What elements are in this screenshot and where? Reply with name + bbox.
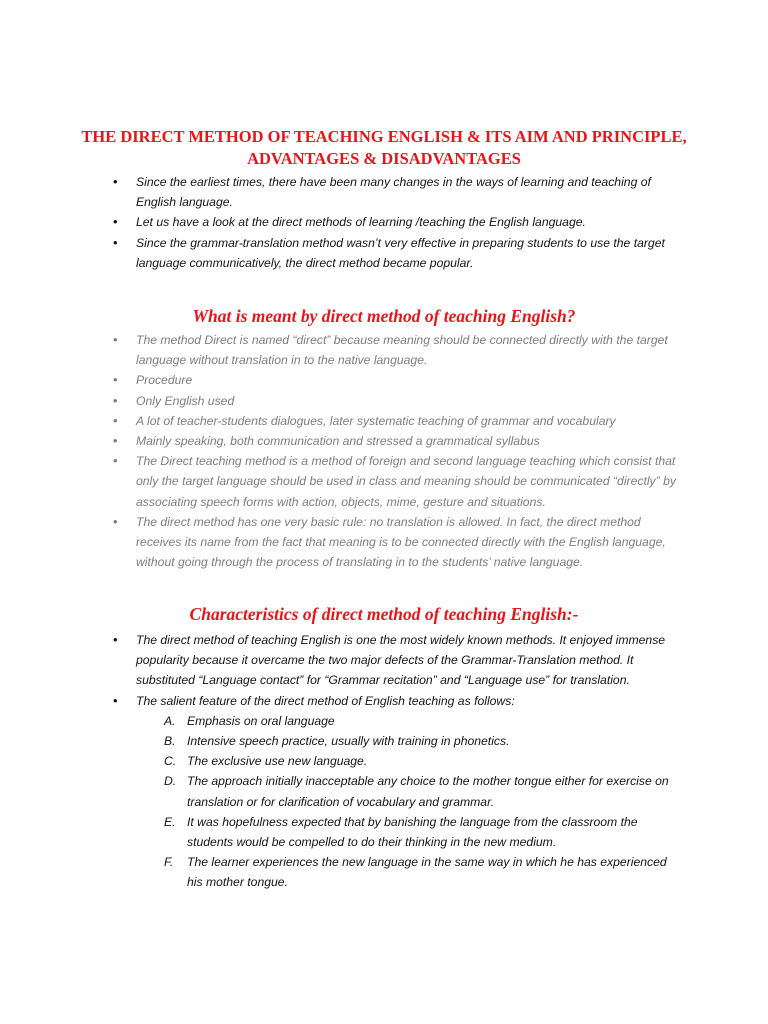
feature-text: Emphasis on oral language xyxy=(187,713,335,728)
meaning-bullet-item: • The Direct teaching method is a method of foreign and second language teaching which consist that only the target language should be used in class and meaning should be communicated “directly” by associating speech forms with action, objects, mime, gesture and situations. xyxy=(0,451,680,512)
feature-item-e xyxy=(136,812,679,852)
direct-method-meaning-list xyxy=(0,330,680,572)
feature-letter: D. xyxy=(164,774,177,789)
feature-item-c xyxy=(136,751,679,771)
meaning-bullet-item: • The direct method has one very basic rule: no translation is allowed. In fact, the direct method receives its name from the fact that meaning is to be connected directly with the English language, without going through the process of translating in to the students’ native language. xyxy=(0,512,680,573)
section-heading-characteristics: Characteristics of direct method of teaching English:- xyxy=(189,604,579,624)
intro-bullet-list xyxy=(0,172,680,273)
feature-item-a xyxy=(136,711,679,731)
feature-letter: E. xyxy=(164,814,176,829)
intro-bullet-item: • Let us have a look at the direct methods of learning /teaching the English language. xyxy=(0,212,680,232)
feature-item-f xyxy=(136,852,679,892)
characteristics-list xyxy=(0,630,680,893)
meaning-bullet-item: • Procedure xyxy=(0,370,680,390)
intro-bullet-item: • Since the earliest times, there have been many changes in the ways of learning and teaching of English language. xyxy=(0,172,680,212)
feature-text: Intensive speech practice, usually with training in phonetics. xyxy=(187,734,510,749)
salient-features-intro: The salient feature of the direct method of English teaching as follows: xyxy=(136,693,515,708)
feature-text: The learner experiences the new language in the same way in which he has experienced his mother tongue. xyxy=(187,855,667,890)
characteristics-bullet-item: • The direct method of teaching English is one the most widely known methods. It enjoyed immense popularity because it overcame the two major defects of the Grammar-Translation method. It substituted “Language contact” for “Grammar recitation” and “Language use” for translation. xyxy=(0,630,680,691)
feature-letter: C. xyxy=(164,754,177,769)
feature-text: It was hopefulness expected that by banishing the language from the classroom the students would be compelled to do their thinking in the new medium. xyxy=(187,814,638,850)
document-title-line-2: ADVANTAGES & DISADVANTAGES xyxy=(247,149,521,168)
meaning-bullet-item: • Only English used xyxy=(0,391,680,411)
feature-letter: B. xyxy=(164,734,176,749)
feature-item-d xyxy=(136,771,679,811)
feature-letter: F. xyxy=(164,855,174,870)
characteristics-bullet-item xyxy=(0,691,680,893)
feature-item-b xyxy=(136,731,679,751)
feature-text: The approach initially inacceptable any choice to the mother tongue either for exercise on translation or for clarification of vocabulary and grammar. xyxy=(187,774,669,809)
meaning-bullet-item: • The method Direct is named “direct” because meaning should be connected directly with the target language without translation in to the native language. xyxy=(0,330,680,370)
feature-text: The exclusive use new language. xyxy=(187,754,368,769)
document-title xyxy=(0,126,768,170)
meaning-bullet-item: • A lot of teacher-students dialogues, later systematic teaching of grammar and vocabulary xyxy=(0,411,680,431)
meaning-bullet-item: • Mainly speaking, both communication and stressed a grammatical syllabus xyxy=(0,431,680,451)
salient-features-list xyxy=(136,711,680,893)
document-title-line-1: THE DIRECT METHOD OF TEACHING ENGLISH & ITS AIM AND PRINCIPLE, xyxy=(81,127,687,146)
feature-letter: A. xyxy=(164,713,176,728)
intro-bullet-item: • Since the grammar-translation method wasn’t very effective in preparing students to use the target language communicatively, the direct method became popular. xyxy=(0,233,680,273)
section-heading-direct-method-meaning: What is meant by direct method of teaching English? xyxy=(192,306,576,326)
